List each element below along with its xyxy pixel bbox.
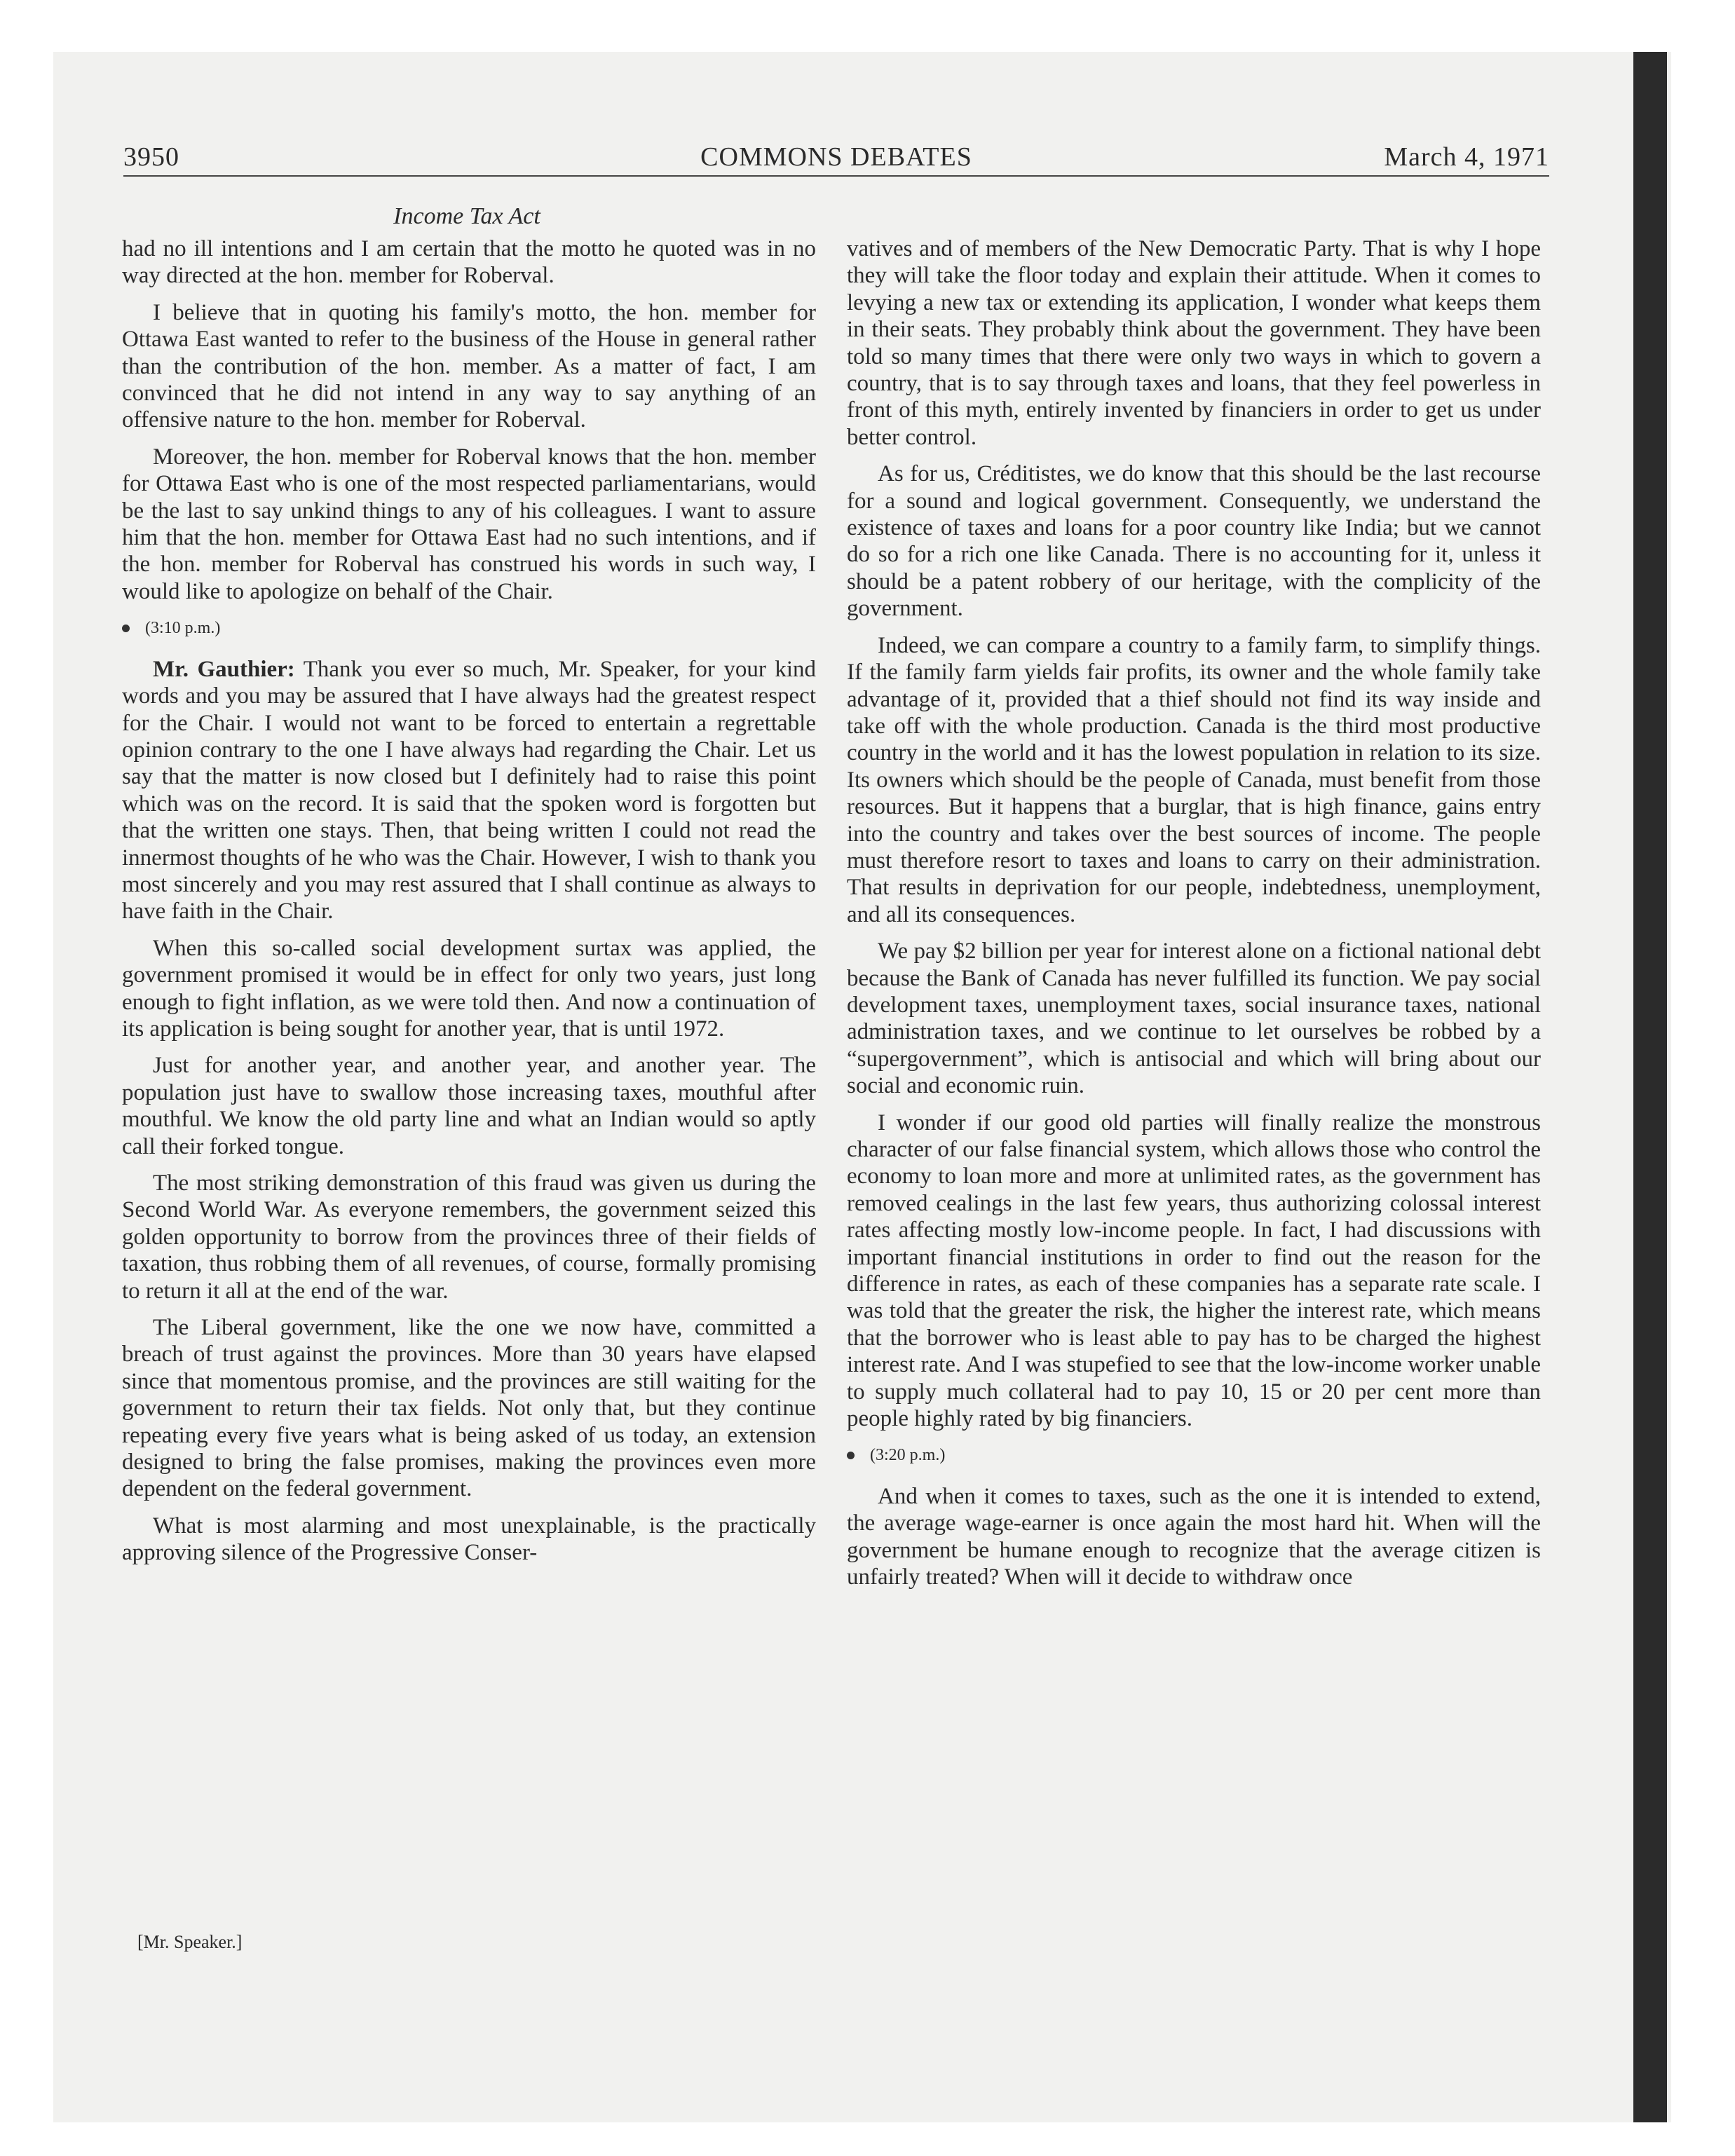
paragraph: had no ill intentions and I am certain that the motto he quoted was in no way directed at the hon. member for Roberval. xyxy=(122,236,816,289)
page-footer: [Mr. Speaker.] xyxy=(137,1932,243,1952)
publication-title: COMMONS DEBATES xyxy=(700,142,972,172)
time-stamp: (3:20 p.m.) xyxy=(870,1446,946,1465)
scan-edge-bar xyxy=(1633,52,1667,2122)
paragraph: We pay $2 billion per year for interest alone on a fictional national debt because the Bank of Canada has never fulfilled its function. We pay social development taxes, unemployment taxes, social insurance taxes, national administration taxes, and we continue to let ourselves be robbed by a “supergovernment”, which is antisocial and which will bring about our social and economic ruin. xyxy=(847,939,1541,1099)
right-column xyxy=(847,236,1541,1601)
paragraph: And when it comes to taxes, such as the one it is intended to extend, the average wage-earner is once again the most hard hit. When will the government be humane enough to recognize that the average citizen is unfairly treated? When will it decide to withdraw once xyxy=(847,1483,1541,1590)
paragraph: I wonder if our good old parties will finally realize the monstrous character of our false financial system, which allows those who control the economy to loan more and more at unlimited rates, as the government has removed cealings in the last few years, thus authorizing colossal interest rates affecting mostly low-income people. In fact, I had discussions with important financial institutions in order to find out the reason for the difference in rates, as each of these companies has a separate rate scale. I was told that the greater the risk, the higher the interest rate, which means that the borrower who is least able to pay has to be charged the highest interest rate. And I was stupefied to see that the low-income worker unable to supply much collateral had to pay 10, 15 or 20 per cent more than people highly rated by big financiers. xyxy=(847,1110,1541,1432)
time-marker xyxy=(847,1442,1541,1468)
paragraph: What is most alarming and most unexplainable, is the practically approving silence of the Progressive Conser- xyxy=(122,1513,816,1566)
paragraph: Moreover, the hon. member for Roberval knows that the hon. member for Ottawa East who is one of the most respected parliamentarians, would be the last to say unkind things to any of his colleagues. I want to assure him that the hon. member for Ottawa East had no such intentions, and if the hon. member for Roberval has construed his words in such way, I would like to apologize on behalf of the Chair. xyxy=(122,444,816,604)
speech-paragraph xyxy=(122,656,816,925)
left-column xyxy=(122,236,816,1576)
paragraph: The Liberal government, like the one we now have, committed a breach of trust against the provinces. More than 30 years have elapsed since that momentous promise, and the provinces are still waiting for the government to return their tax fields. Not only that, but they continue repeating every five years what is being asked of us today, an extension designed to bring the false promises, making the provinces even more dependent on the federal government. xyxy=(122,1315,816,1502)
time-marker xyxy=(122,615,816,641)
speech-text: Thank you ever so much, Mr. Speaker, for your kind words and you may be assured that I have always had the greatest respect for the Chair. I would not want to be forced to entertain a regrettable opinion contrary to the one I have always had regarding the Chair. Let us say that the matter is now closed but I definitely had to raise this point which was on the record. It is said that the spoken word is forgotten but that the written one stays. Then, that being written I could not read the innermost thoughts of he who was the Chair. However, I wish to thank you most sincerely and you may rest assured that I shall continue as always to have faith in the Chair. xyxy=(122,656,816,925)
page-date: March 4, 1971 xyxy=(1384,142,1549,172)
time-stamp: (3:10 p.m.) xyxy=(145,619,221,638)
bullet-icon xyxy=(847,1452,855,1459)
paragraph: Just for another year, and another year, and another year. The population just have to swallow those increasing taxes, mouthful after mouthful. We know the old party line and what an Indian would so aptly call their forked tongue. xyxy=(122,1053,816,1159)
paragraph: vatives and of members of the New Democratic Party. That is why I hope they will take the floor today and explain their attitude. When it comes to levying a new tax or extending its application, I wonder what keeps them in their seats. They probably think about the government. They have been told so many times that there were only two ways in which to govern a country, that is to say through taxes and loans, that they feel powerless in front of this myth, entirely invented by financiers in order to get us under better control. xyxy=(847,236,1541,450)
section-subheading: Income Tax Act xyxy=(393,203,540,229)
paragraph: I believe that in quoting his family's motto, the hon. member for Ottawa East wanted to refer to the business of the House in general rather than the contribution of the hon. member. As a matter of fact, I am convinced that he did not intend in any way to say anything of an offensive nature to the hon. member for Roberval. xyxy=(122,299,816,433)
paragraph: The most striking demonstration of this fraud was given us during the Second World War. As everyone remembers, the government seized this golden opportunity to borrow from the provinces three of their fields of taxation, thus robbing them of all revenues, of course, formally promising to return it all at the end of the war. xyxy=(122,1171,816,1304)
bullet-icon xyxy=(122,625,130,632)
page-header xyxy=(123,142,1549,177)
paragraph: When this so-called social development surtax was applied, the government promised it would be in effect for only two years, just long enough to fight inflation, as we were told then. And now a continuation of its application is being sought for another year, that is until 1972. xyxy=(122,935,816,1042)
paragraph: Indeed, we can compare a country to a family farm, to simplify things. If the family farm yields fair profits, its owner and the whole family take advantage of it, provided that a thief should not find its way inside and take off with the whole production. Canada is the third most productive country in the world and it has the lowest population in relation to its size. Its owners which should be the people of Canada, must benefit from those resources. But it happens that a burglar, that is high finance, gains entry into the country and takes over the best sources of income. The people must therefore resort to taxes and loans to carry on their administration. That results in deprivation for our people, indebtedness, unemployment, and all its consequences. xyxy=(847,632,1541,927)
speaker-name: Mr. Gauthier: xyxy=(153,656,295,682)
page-number: 3950 xyxy=(123,142,179,172)
paragraph: As for us, Créditistes, we do know that this should be the last recourse for a sound and logical government. Consequently, we understand the existence of taxes and loans for a poor country like India; but we cannot do so for a rich one like Canada. There is no accounting for it, unless it should be a patent robbery of our heritage, with the complicity of the government. xyxy=(847,461,1541,622)
